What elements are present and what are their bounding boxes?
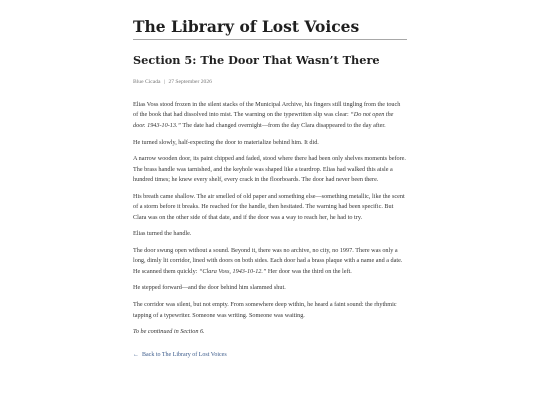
publish-date: 27 September 2026 [168,79,212,85]
paragraph-text: Her door was the third on the left. [266,267,352,275]
paragraph [133,100,407,131]
site-title[interactable]: The Library of Lost Voices [133,17,360,36]
section-title: Section 5: The Door That Wasn’t There [133,53,380,67]
emphasized-text: “Clara Voss, 1943-10-12.” [198,267,267,275]
paragraph-text: He turned slowly, half-expecting the door to materialize behind him. It did. [133,138,319,146]
paragraph [133,246,407,277]
back-link-label[interactable]: Back to The Library of Lost Voices [142,351,227,358]
back-link[interactable] [133,352,407,358]
paragraph [133,327,407,337]
back-arrow-icon: ← [133,351,139,358]
paragraph-text: The corridor was silent, but not empty. From somewhere deep within, he heard a faint sound: the rhythmic tapping of a typewriter. Someone was writing. Someone was waiting. [133,301,397,319]
paragraph-text: The date had changed overnight—from the day Clara disappeared to the day after. [180,121,386,129]
byline-separator: | [163,79,166,85]
paragraph [133,283,407,293]
article-body [133,100,407,338]
emphasized-text: To be continued in Section 6. [133,328,205,336]
paragraph-text: The door swung open without a sound. Beyond it, there was no archive, no city, no 1997. There was only a long, dimly lit corridor, lined with doors on both sides. Each door had a brass plaque with a name and a date. He scanned them quickly: [133,246,403,275]
paragraph-text: He stepped forward—and the door behind him slammed shut. [133,284,286,292]
paragraph [133,192,407,223]
title-divider [133,39,407,40]
paragraph-text: Elias Voss stood frozen in the silent stacks of the Municipal Archive, his fingers still tingling from the touch of the book that had dissolved into mist. The warning on the typewritten slip was clear: [133,101,401,119]
paragraph [133,300,407,321]
paragraph [133,138,407,148]
author-name: Blue Cicada [133,79,161,85]
paragraph-text: Elias turned the handle. [133,230,192,238]
paragraph-text: His breath came shallow. The air smelled of old paper and something else—something metallic, like the scent of a storm before it breaks. He reached for the handle, then hesitated. The warning had been specific. But Clara was on the other side of that date, and if the door was a way to reach her, he had to try. [133,192,405,221]
paragraph [133,154,407,185]
article-page [133,0,407,358]
byline [133,79,407,86]
emphasized-text: “Do not open the door. 1943-10-13.” [133,111,394,129]
paragraph-text: A narrow wooden door, its paint chipped and faded, stood where there had been only shelves moments before. The brass handle was tarnished, and the keyhole was shaped like a teardrop. Elias had walked this aisle a hundred times; he knew every shelf, every crack in the floorboards. The door had never been there. [133,155,406,184]
paragraph [133,229,407,239]
